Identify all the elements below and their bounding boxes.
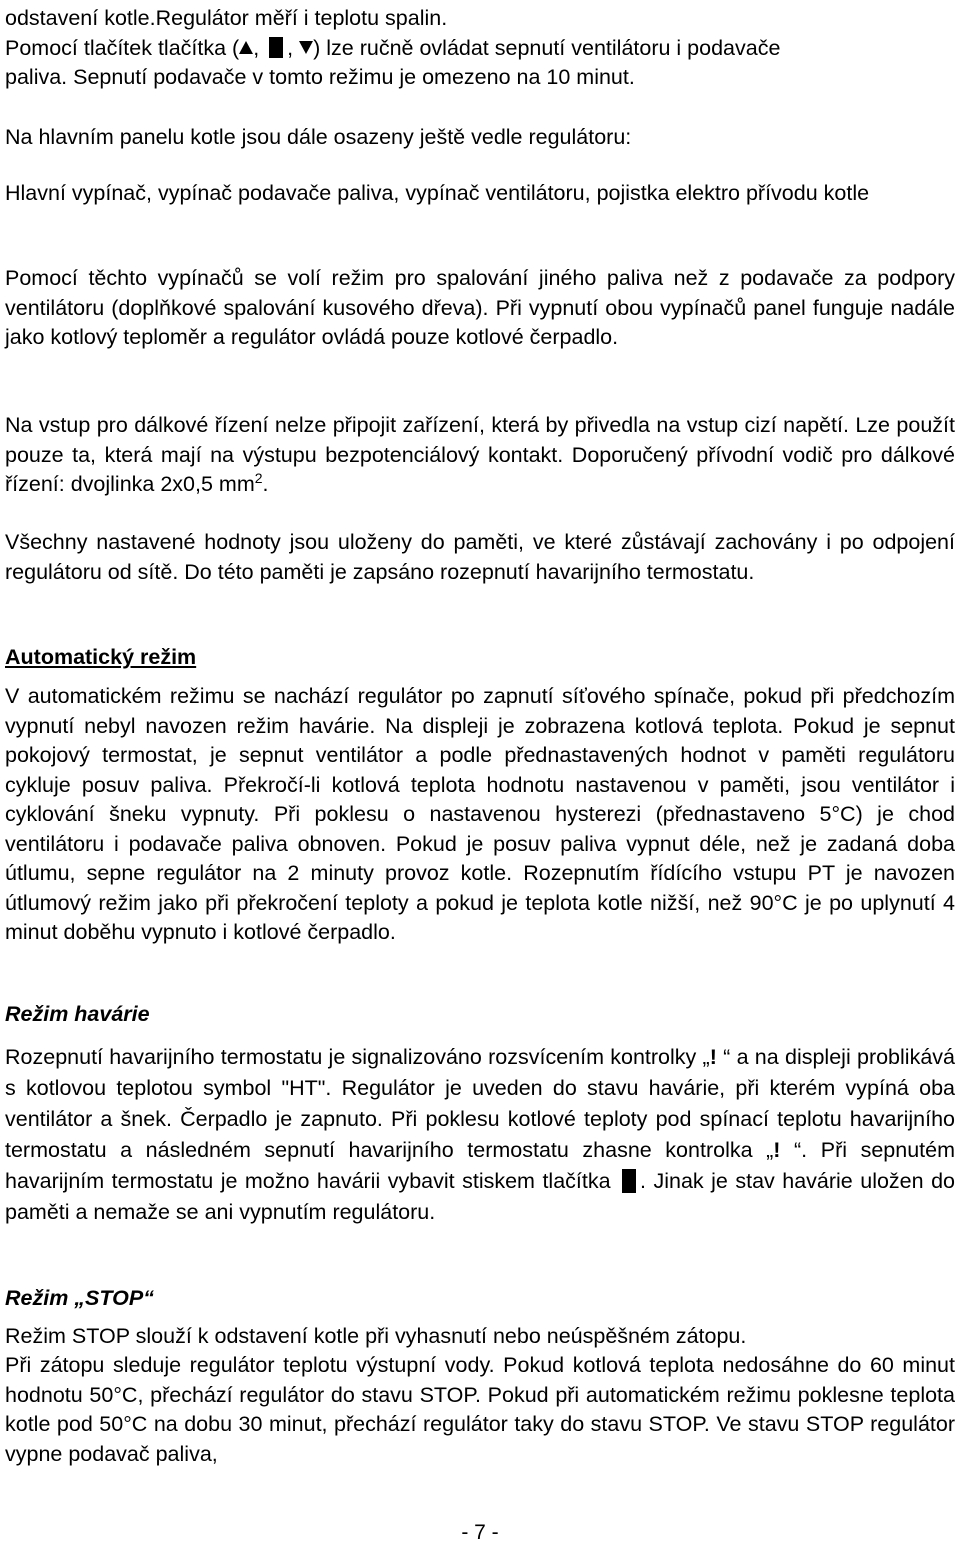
heading-emergency-mode: Režim havárie xyxy=(5,1002,150,1026)
text-line: paliva. Sepnutí podavače v tomto režimu je omezeno na 10 minut. xyxy=(5,65,635,89)
paragraph-emergency-mode xyxy=(5,1042,955,1228)
square-icon xyxy=(269,37,283,58)
paragraph-manual-control xyxy=(5,4,955,93)
text-span: , xyxy=(287,35,300,60)
warning-indicator: ! xyxy=(773,1138,781,1162)
paragraph-stop-intro: Režim STOP slouží k odstavení kotle při vyhasnutí nebo neúspěšném zátopu. xyxy=(5,1324,747,1348)
text-line: odstavení kotle.Regulátor měří i teplotu spalin. xyxy=(5,6,448,30)
paragraph-automatic-mode: V automatickém režimu se nachází regulátor po zapnutí síťového spínače, pokud při předchozím vypnutí nebyl navozen režim havárie. Na displeji je zobrazena kotlová teplota. Pokud je sepnut pokojový termostat, je sepnut ventilátor a podle přednastavených hodnot v paměti regulátoru cykluje posuv paliva. Překročí-li kotlová teplota hodnotu nastavenou v paměti, jsou ventilátor i cyklování šneku vypnuty. Při poklesu o nastavenou hysterezi (přednastaveno 5°C) je chod ventilátoru i podavače paliva obnoven. Pokud je posuv paliva vypnut déle, než je zadaná doba útlumu, sepne regulátor na 2 minuty provoz kotle. Rozepnutím řídícího vstupu PT je navozen útlumový režim jako při překročení teploty a pokud je teplota kotle nižší, než 90°C je po uplynutí 4 minut doběhu vypnuto i kotlové čerpadlo. xyxy=(5,684,955,944)
heading-stop-mode: Režim „STOP“ xyxy=(5,1286,154,1310)
warning-indicator: ! xyxy=(709,1045,717,1069)
triangle-up-icon xyxy=(239,41,253,54)
superscript: 2 xyxy=(254,469,263,486)
text-line xyxy=(5,34,955,64)
text-span: . xyxy=(262,472,269,496)
text-span: ) lze ručně ovládat sepnutí ventilátoru i podavače xyxy=(313,35,781,60)
paragraph-modes: Pomocí těchto vypínačů se volí režim pro spalování jiného paliva než z podavače za podpory ventilátoru (doplňkové spalování kusového dřeva). Při vypnutí obou vypínačů panel funguje nadále jako kotlový teploměr a regulátor ovládá pouze kotlové čerpadlo. xyxy=(5,266,955,349)
triangle-down-icon xyxy=(299,41,313,54)
paragraph-panel: Na hlavním panelu kotle jsou dále osazeny ještě vedle regulátoru: xyxy=(5,125,632,149)
heading-text: Automatický režim xyxy=(5,645,197,669)
paragraph-switches: Hlavní vypínač, vypínač podavače paliva, vypínač ventilátoru, pojistka elektro přívodu kotle xyxy=(5,181,870,205)
heading-automatic-mode xyxy=(5,643,196,672)
paragraph-remote-control xyxy=(5,411,955,500)
text-span: Pomocí tlačítek tlačítka ( xyxy=(5,35,240,60)
text-span: Rozepnutí havarijního termostatu je signalizováno rozsvícením kontrolky „ xyxy=(5,1045,710,1069)
text-span: Na vstup pro dálkové řízení nelze připojit zařízení, která by přivedla na vstup cizí napětí. Lze použít pouze ta, která mají na výstupu bezpotenciálový kontakt. Doporučený přívodní vodič pro dálkové řízení: dvojlinka 2x0,5 mm xyxy=(5,413,955,496)
text-span: “. Při sepnutém havarijním termostatu je možno havárii vybavit stiskem tlačítka xyxy=(5,1138,955,1193)
page-number: - 7 - xyxy=(461,1521,499,1544)
text-span: “ a na displeji problikává s kotlovou teplotou symbol "HT". Regulátor je uveden do stavu havárie, při kterém vypíná oba ventilátor a šnek. Čerpadlo je zapnuto. Při poklesu kotlové teploty pod spínací teplotu havarijního termostatu a následném sepnutí havarijního termostatu zhasne kontrolka „ xyxy=(5,1045,955,1162)
text-span: , xyxy=(253,35,266,60)
text-span: . Jinak je stav havárie uložen do paměti a nemaže se ani vypnutím regulátoru. xyxy=(5,1169,955,1224)
paragraph-memory: Všechny nastavené hodnoty jsou uloženy do paměti, ve které zůstávají zachovány i po odpojení regulátoru od sítě. Do této paměti je zapsáno rozepnutí havarijního termostatu. xyxy=(5,530,955,584)
paragraph-stop-details: Při zátopu sleduje regulátor teplotu výstupní vody. Pokud kotlová teplota nedosáhne do 60 minut hodnotu 50°C, přechází regulátor do stavu STOP. Pokud při automatickém režimu poklesne teplota kotle pod 50°C na dobu 30 minut, přechází regulátor taky do stavu STOP. Ve stavu STOP regulátor vypne podavač paliva, xyxy=(5,1353,955,1466)
square-icon xyxy=(622,1169,636,1193)
